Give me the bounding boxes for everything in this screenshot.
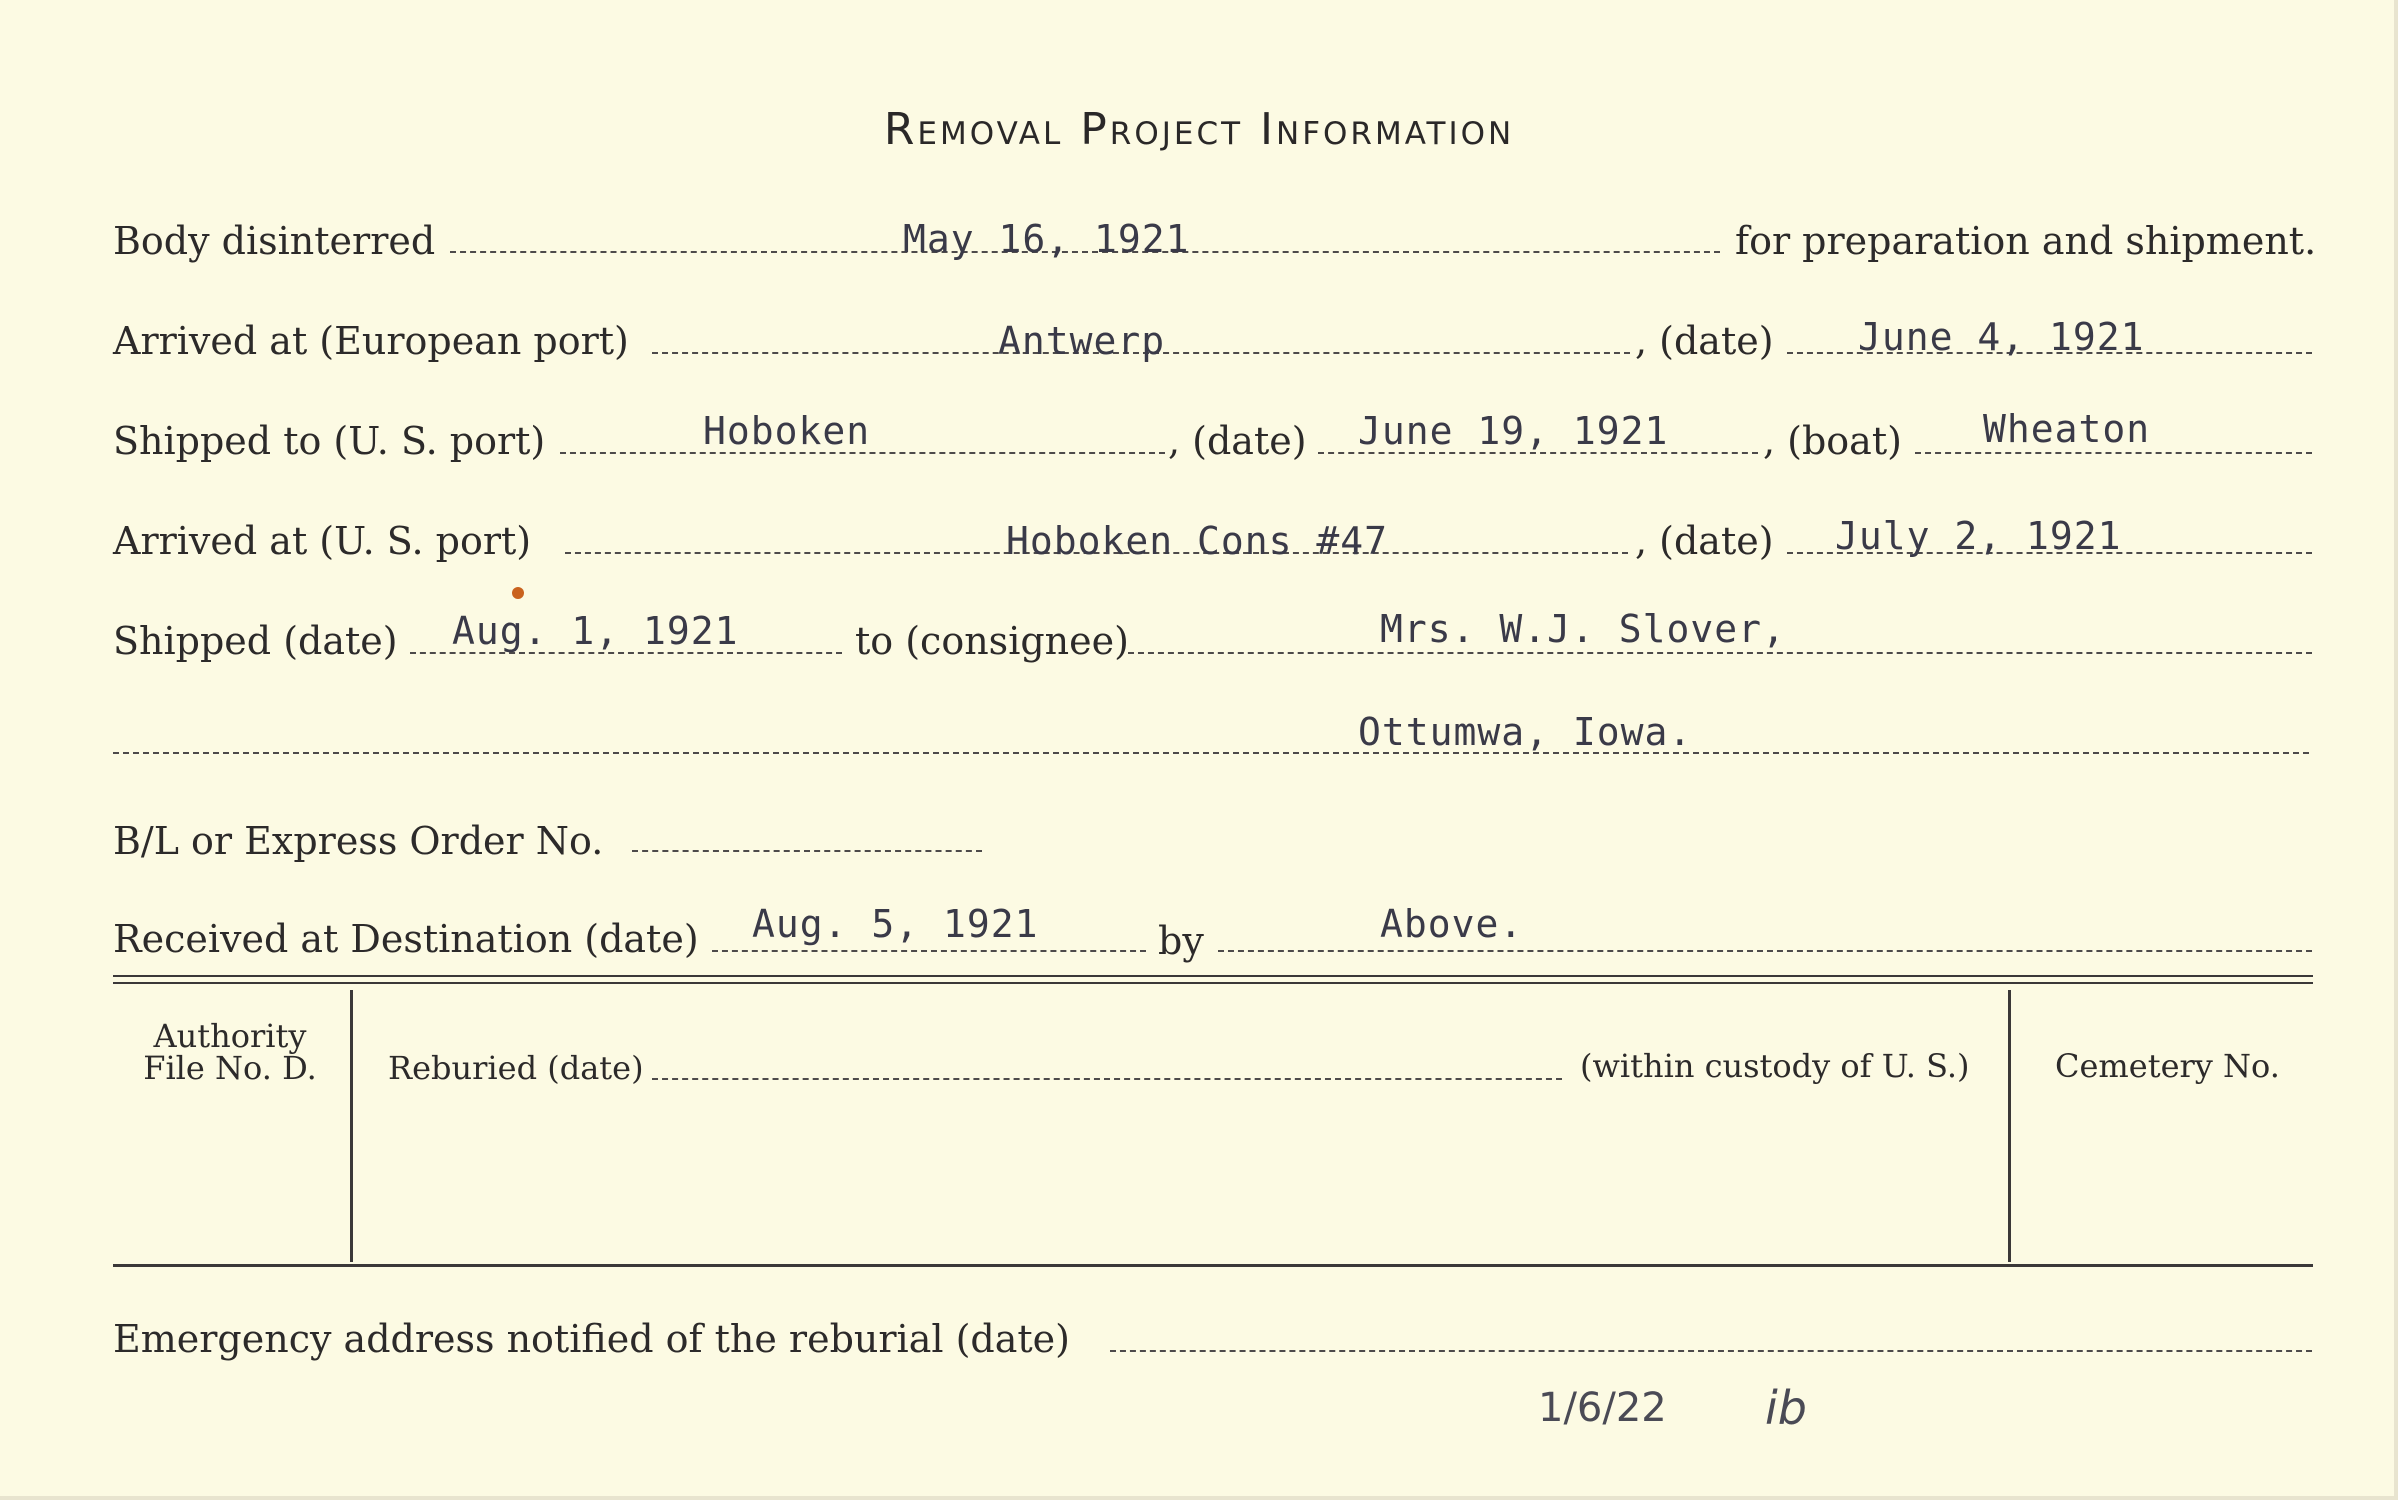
double-rule-bottom [113, 982, 2313, 984]
consignee-line [1128, 652, 2312, 654]
bl-line [632, 850, 982, 852]
shipped-to-value: Hoboken [703, 409, 871, 453]
address-line [113, 752, 2309, 754]
arrived-us-value: Hoboken Cons #47 [1006, 519, 1389, 563]
disinterred-label: Body disinterred [113, 219, 436, 263]
custody-label: (within custody of U. S.) [1580, 1047, 1970, 1085]
initials: ib [1765, 1381, 1807, 1435]
shipped-to-date-label: , (date) [1168, 419, 1307, 463]
disinterred-value: May 16, 1921 [903, 217, 1190, 261]
shipped-to-date-value: June 19, 1921 [1358, 409, 1669, 453]
column-divider-left [350, 990, 353, 1262]
emergency-line [1110, 1350, 2312, 1352]
boat-value: Wheaton [1983, 407, 2151, 451]
reburied-line [652, 1078, 1562, 1080]
received-by-value: Above. [1380, 902, 1524, 946]
shipped-to-label: Shipped to (U. S. port) [113, 419, 546, 463]
bl-label: B/L or Express Order No. [113, 819, 604, 863]
authority-label-line1: Authority [153, 1017, 307, 1055]
arrived-us-date-value: July 2, 1921 [1835, 514, 2122, 558]
arrived-us-date-label: , (date) [1635, 519, 1774, 563]
european-port-label: Arrived at (European port) [113, 319, 629, 363]
european-port-value: Antwerp [998, 319, 1166, 363]
received-by-label: by [1158, 919, 1204, 963]
ink-spot [512, 587, 524, 599]
received-line [712, 950, 1146, 952]
consignee-address: Ottumwa, Iowa. [1358, 710, 1693, 754]
boat-line [1915, 452, 2312, 454]
emergency-date: 1/6/22 [1538, 1385, 1667, 1431]
emergency-label: Emergency address notified of the reburial (date) [113, 1317, 1070, 1361]
arrived-us-label: Arrived at (U. S. port) [113, 519, 532, 563]
authority-label-line2: File No. D. [143, 1049, 317, 1087]
received-by-line [1218, 950, 2312, 952]
double-rule-top [113, 975, 2313, 977]
disinterred-suffix: for preparation and shipment. [1735, 219, 2317, 263]
shipped-date-label: Shipped (date) [113, 619, 398, 663]
consignee-label: to (consignee) [855, 619, 1129, 663]
lower-box-bottom-rule [113, 1264, 2313, 1267]
european-date-value: June 4, 1921 [1858, 315, 2145, 359]
reburied-label: Reburied (date) [388, 1049, 644, 1087]
consignee-value: Mrs. W.J. Slover, [1380, 607, 1786, 651]
cemetery-label: Cemetery No. [2055, 1047, 2280, 1085]
card-title: Removal Project Information [883, 104, 1515, 155]
column-divider-right [2008, 990, 2011, 1262]
european-date-label: , (date) [1635, 319, 1774, 363]
shipped-date-value: Aug. 1, 1921 [452, 609, 739, 653]
received-label: Received at Destination (date) [113, 917, 699, 961]
boat-label: , (boat) [1763, 419, 1902, 463]
received-value: Aug. 5, 1921 [752, 902, 1039, 946]
